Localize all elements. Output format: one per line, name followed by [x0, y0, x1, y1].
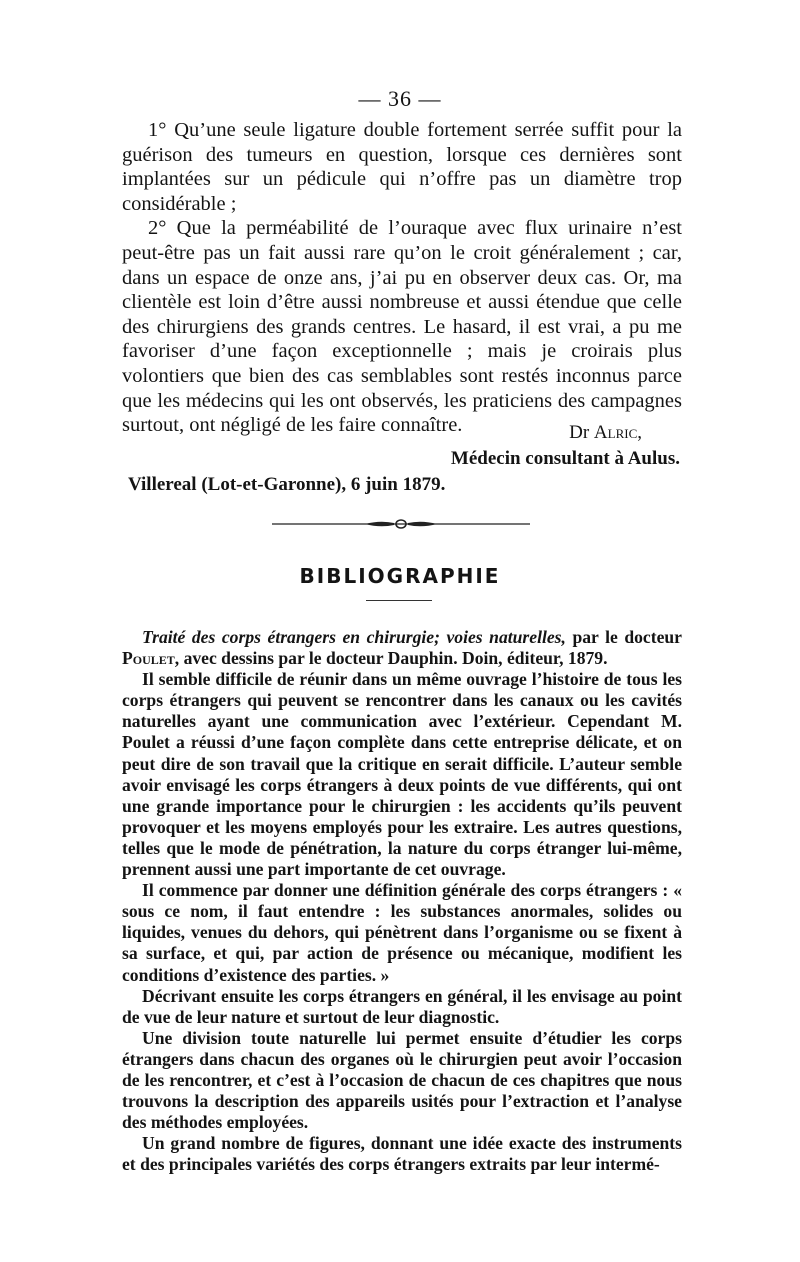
ornamental-divider	[270, 517, 532, 531]
signature-block	[122, 420, 680, 498]
book-credit-part-2: avec dessins par le docteur Dauphin. Doin, éditeur, 1879.	[179, 648, 608, 669]
review-paragraph-1: Il semble difficile de réunir dans un même ouvrage l’histoire de tous les corps étrangers qui peuvent se rencontrer dans les canaux ou les cavités naturelles ayant une communication avec l’extérieur. Cependant M. Poulet a réussi d’une façon complète dans cette entreprise délicate, et on peut dire de son travail que la critique en serait difficile. L’auteur semble avoir envisagé les corps étrangers à deux points de vue différents, qui ont une grande importance pour le chirurgien : les accidents qu’ils peuvent provoquer et les moyens employés pour les extraire. Les autres questions, telles que le mode de pénétration, la nature du corps étranger lui-même, prennent aussi une part importante de cet ouvrage.	[122, 669, 682, 880]
author-name: Alric,	[593, 422, 642, 443]
book-title: Traité des corps étrangers en chirurgie; voies naturelles,	[142, 627, 566, 647]
conclusion-text	[122, 118, 682, 438]
page-number: — 36 —	[358, 86, 442, 111]
book-author: Poulet,	[122, 648, 180, 669]
review-paragraph-5: Un grand nombre de figures, donnant une idée exacte des instruments et des principales variétés des corps étrangers extraits par leur intermé-	[122, 1133, 682, 1175]
conclusion-paragraph-2: 2° Que la perméabilité de l’ouraque avec flux urinaire n’est peut-être pas un fait aussi rare qu’on le croit généralement ; car, dans un espace de onze ans, j’ai pu en observer deux cas. Or, ma clientèle est loin d’être aussi nombreuse et aussi étendue que celle des chirurgiens des grands centres. Le hasard, il est vrai, a pu me favoriser d’une façon exceptionnelle ; mais je croirais plus volontiers que bien des cas semblables sont restés inconnus parce que les médecins qui les ont observés, les praticiens des campagnes surtout, ont négligé de les faire connaître.	[122, 217, 682, 437]
heading-rule	[366, 600, 432, 601]
book-reference	[122, 627, 682, 669]
section-heading: BIBLIOGRAPHIE	[299, 564, 501, 588]
author-signature	[122, 420, 680, 446]
place-date: Villereal (Lot-et-Garonne), 6 juin 1879.	[128, 474, 446, 495]
review-paragraph-3: Décrivant ensuite les corps étrangers en général, il les envisage au point de vue de leur nature et surtout de leur diagnostic.	[122, 985, 682, 1027]
conclusion-paragraph-1: 1° Qu’une seule ligature double fortement serrée suffit pour la guérison des tumeurs en question, lorsque ces dernières sont implantées sur un pédicule qui n’offre pas un diamètre trop considérable ;	[122, 119, 682, 215]
review-paragraph-4: Une division toute naturelle lui permet ensuite d’étudier les corps étrangers dans chacun des organes où le chirurgien peut avoir l’occasion de les rencontrer, et c’est à l’occasion de chacun de ces chapitres que nous trouvons la description des appareils usités pour l’extraction et l’analyse des méthodes employées.	[122, 1027, 682, 1133]
book-credit-part-1: par le docteur	[565, 627, 682, 647]
bibliography-text	[122, 627, 682, 1175]
author-title: Médecin consultant à Aulus.	[450, 448, 680, 469]
review-paragraph-2: Il commence par donner une définition générale des corps étrangers : « sous ce nom, il faut entendre : les substances anormales, solides ou liquides, venues du dehors, qui pénètrent dans l’organisme ou se fixent à sa surface, et qui, par action de présence ou mécanique, modifient les conditions d’existence des parties. »	[122, 880, 682, 985]
author-prefix: Dr	[569, 422, 594, 443]
